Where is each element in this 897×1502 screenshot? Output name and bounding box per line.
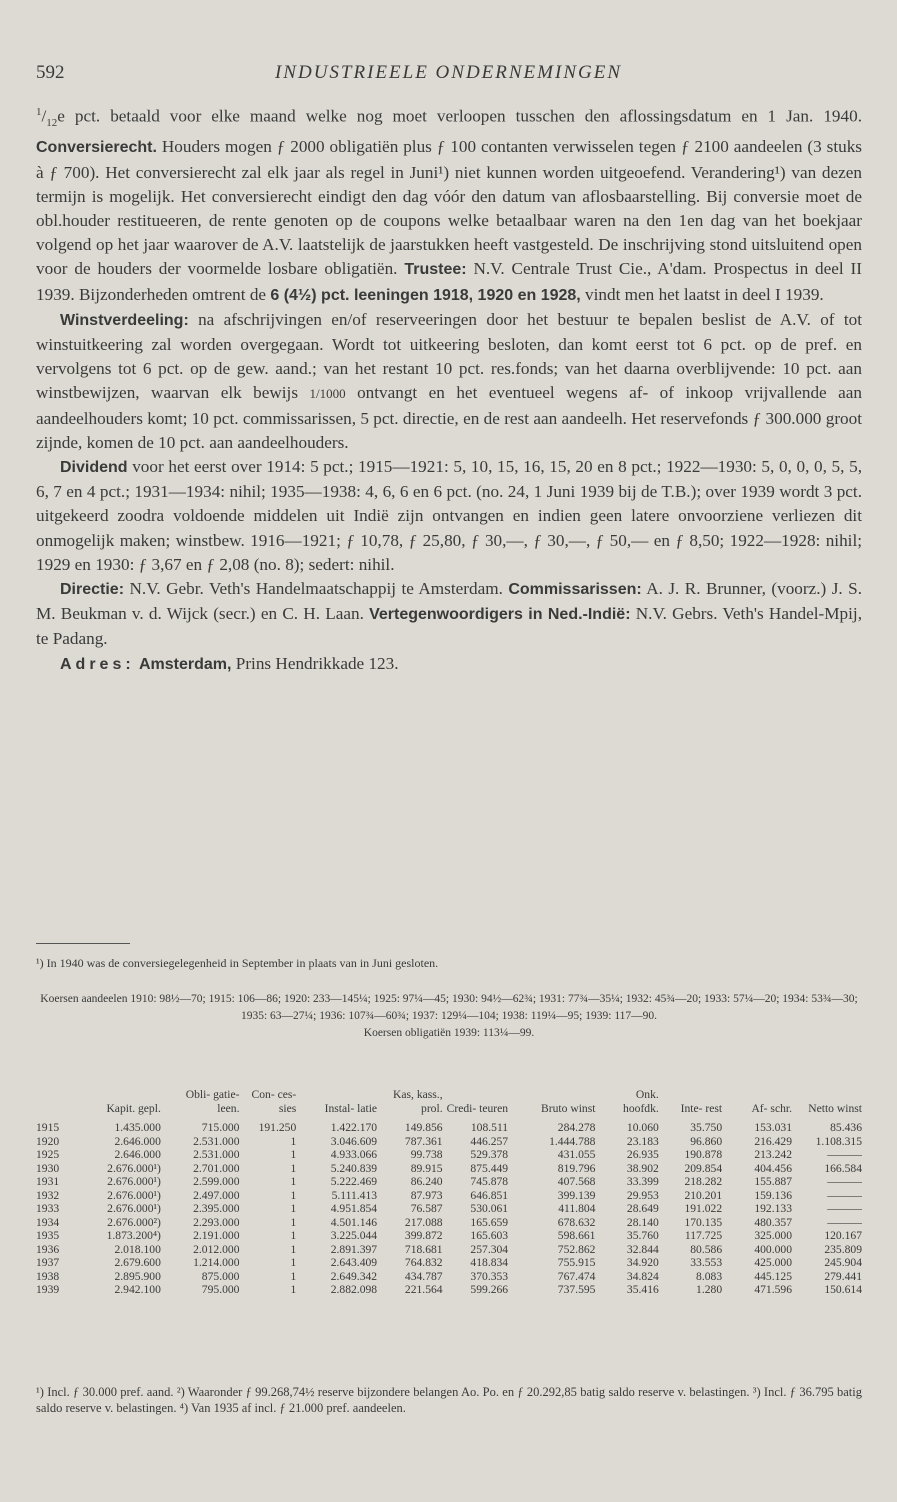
table-row [34, 1135, 864, 1149]
row-year: 1925 [36, 1148, 60, 1161]
table-cell: 2.891.397 [330, 1242, 378, 1256]
table-cell: 221.564 [404, 1283, 443, 1296]
table-cell: 2.531.000 [193, 1148, 240, 1161]
table-cell: 2.293.000 [193, 1215, 240, 1229]
table-cell: 2.646.000 [114, 1134, 161, 1148]
loans-label: 6 (4½) pct. leeningen 1918, 1920 en 1928, [270, 286, 581, 304]
table-cell: 1 [290, 1188, 297, 1202]
winstverdeeling-label: Winstverdeeling: [60, 311, 189, 329]
table-cell: 2.012.000 [193, 1242, 240, 1256]
table-row [34, 1216, 864, 1230]
table-cell: 1.214.000 [193, 1256, 240, 1269]
table-cell: 598.661 [557, 1229, 596, 1242]
table-cell: 10.060 [626, 1121, 659, 1134]
paragraph-dividend [36, 455, 862, 577]
adres-text: Prins Hendrikkade 123. [231, 653, 399, 673]
footnote-rule [36, 943, 130, 944]
table-cell: 2.531.000 [193, 1134, 240, 1148]
table-cell: 1 [290, 1175, 297, 1188]
table-cell: 2.701.000 [193, 1161, 240, 1175]
table-cell: 787.361 [404, 1134, 443, 1148]
table-cell: 155.887 [754, 1175, 793, 1188]
table-cell: 1 [290, 1202, 297, 1215]
table-row [34, 1243, 864, 1257]
table-cell: 96.860 [690, 1134, 723, 1148]
table-cell: 284.278 [557, 1121, 596, 1134]
table-cell: 28.649 [626, 1202, 659, 1215]
table-cell: 76.587 [410, 1202, 443, 1215]
table-cell: 1 [290, 1161, 297, 1175]
fraction: 1/1000 [309, 386, 346, 402]
table-cell: 28.140 [626, 1215, 659, 1229]
table-cell: 150.614 [824, 1283, 862, 1296]
table-cell: 5.111.413 [331, 1188, 378, 1202]
table-row [34, 1189, 864, 1203]
table-cell: 2.942.100 [114, 1283, 161, 1296]
table-header-cell: Kas, kass., prol. [393, 1088, 443, 1115]
table-row [34, 1115, 864, 1135]
table-row [34, 1175, 864, 1189]
table-cell: 1.422.170 [330, 1121, 378, 1134]
table-cell: 1 [290, 1229, 297, 1242]
commissarissen-label: Commissarissen: [508, 581, 642, 599]
table-cell: 86.240 [410, 1175, 443, 1188]
running-title: INDUSTRIEELE ONDERNEMINGEN [274, 62, 622, 83]
paragraph-text: N.V. Gebr. Veth's Handelmaatschappij te Amsterdam. [124, 579, 509, 599]
table-cell: 2.895.900 [114, 1269, 161, 1283]
table-cell: 2.676.000¹) [107, 1161, 161, 1175]
table-cell: 2.191.000 [193, 1229, 240, 1242]
table-row [34, 1283, 864, 1297]
dividend-label: Dividend [60, 459, 128, 477]
table-cell: 32.844 [626, 1242, 659, 1256]
table-cell: 599.266 [470, 1283, 509, 1296]
table-cell: 418.834 [470, 1256, 509, 1269]
table-cell: 213.242 [754, 1148, 793, 1161]
table-cell: 192.133 [754, 1202, 793, 1215]
table-cell: 4.501.146 [330, 1215, 378, 1229]
table-cell: 718.681 [404, 1242, 443, 1256]
table-cell: 1 [290, 1148, 297, 1161]
table-cell: 38.902 [626, 1161, 659, 1175]
table-header-cell: Con- ces- sies [251, 1088, 297, 1115]
paragraph-text: vindt men het laatst in deel I 1939. [580, 284, 824, 304]
table-cell: 1.280 [696, 1283, 723, 1296]
table-row [34, 1202, 864, 1216]
table-cell: 755.915 [557, 1256, 596, 1269]
table-header-cell: Af- schr. [751, 1101, 793, 1115]
table-cell: 1.873.200⁴) [106, 1229, 161, 1242]
vertegenwoordigers-label: Vertegenwoordigers in Ned.-Indië: [369, 606, 631, 624]
table-cell: 529.378 [470, 1148, 509, 1161]
table-cell: 170.135 [684, 1215, 723, 1229]
table-cell: 404.456 [754, 1161, 793, 1175]
table-cell: 190.878 [684, 1148, 723, 1161]
table-cell: 1 [290, 1134, 297, 1148]
directie-label: Directie: [60, 581, 125, 599]
table-cell: 715.000 [201, 1121, 240, 1134]
paragraph-winstverdeeling [36, 308, 862, 455]
fraction-numerator: 1 [36, 106, 42, 118]
page-header [36, 62, 861, 90]
table-cell: 5.222.469 [330, 1175, 378, 1188]
table-cell: 752.862 [557, 1242, 596, 1256]
table-cell: 425.000 [754, 1256, 793, 1269]
paragraph-text: Houders mogen ƒ 2000 obligatiën plus ƒ 100 contanten verwisselen tegen ƒ 2100 aandeelen (3 stuks à ƒ 700). Het conversierecht zal elk jaar als regel in Juni¹) niet kunnen worden uitgeoefend. Verandering¹) van dezen termijn is mogelijk. Het conversierecht eindigt den dag vóór den datum van aflosbaarstelling. Bij conversie moet de obl.houder restitueeren, de rente genoten op de coupons welke betaalbaar waren na den 1en dag van het boekjaar volgend op het jaar waarover de A.V. laatstelijk de jaarstukken heeft vastgesteld. De inschrijving stond uitsluitend open voor de houders der voormelde losbare obligatiën. [36, 137, 862, 279]
paragraph-text: e pct. betaald voor elke maand welke nog moet verloopen tusschen den aflossingsdatum en 1 Jan. 1940. [57, 106, 862, 126]
table-cell: 209.854 [684, 1161, 723, 1175]
table-cell: 2.649.342 [330, 1269, 378, 1283]
table-cell: 245.904 [824, 1256, 862, 1269]
table-header-cell: Onk. hoofdk. [623, 1088, 659, 1115]
table-cell: 764.832 [404, 1256, 443, 1269]
row-year: 1934 [36, 1215, 60, 1229]
table-cell: 480.357 [754, 1215, 793, 1229]
table-header-row [34, 1088, 864, 1115]
table-cell: 34.920 [626, 1256, 659, 1269]
table-cell: 120.167 [824, 1229, 862, 1242]
table-cell: 1 [290, 1242, 297, 1256]
table-cell: 399.872 [404, 1229, 443, 1242]
table-cell: 89.915 [410, 1161, 443, 1175]
row-year: 1931 [36, 1175, 60, 1188]
row-year: 1933 [36, 1202, 60, 1215]
table-row [34, 1270, 864, 1284]
table-cell: 218.282 [684, 1175, 723, 1188]
table-cell: 1.444.788 [549, 1134, 596, 1148]
table-cell: ——— [827, 1202, 862, 1215]
table-cell: 3.046.609 [330, 1134, 378, 1148]
table-notes: ¹) Incl. ƒ 30.000 pref. aand. ²) Waaronder ƒ 99.268,74½ reserve bijzondere belangen Ao. Po. en ƒ 20.292,85 batig saldo reserve v. belastingen. ³) Incl. ƒ 36.795 batig saldo reserve v. belastingen. ⁴) Van 1935 af incl. ƒ 21.000 pref. aandeelen. [36, 1385, 862, 1415]
table-cell: 1.108.315 [815, 1134, 862, 1148]
table-cell: 875.000 [201, 1269, 240, 1283]
paragraph-adres [36, 652, 862, 677]
table-cell: 2.395.000 [193, 1202, 240, 1215]
table-cell: ——— [827, 1148, 862, 1161]
paragraph-text: A. J. R. Brunner, (voorz.) J. S. M. Beukman v. d. Wijck (secr.) en C. H. Laan. [36, 579, 862, 624]
row-year: 1939 [36, 1283, 60, 1296]
table-cell: 35.750 [690, 1121, 723, 1134]
table-cell: 2.643.409 [330, 1256, 378, 1269]
table-cell: 370.353 [470, 1269, 509, 1283]
trustee-label: Trustee: [404, 261, 467, 279]
table-cell: 153.031 [754, 1121, 793, 1134]
table-cell: 2.497.000 [193, 1188, 240, 1202]
table-cell: 2.676.000¹) [107, 1202, 161, 1215]
table-cell: 1 [290, 1215, 297, 1229]
table-cell: 678.632 [557, 1215, 596, 1229]
table-cell: ——— [827, 1188, 862, 1202]
table-cell: 217.088 [404, 1215, 443, 1229]
row-year: 1936 [36, 1242, 60, 1256]
main-text [36, 100, 862, 677]
table-body [34, 1115, 864, 1297]
table-header-cell: Credi- teuren [446, 1101, 509, 1115]
table-cell: 33.553 [690, 1256, 723, 1269]
row-year: 1935 [36, 1229, 60, 1242]
table-cell: 35.760 [626, 1229, 659, 1242]
paragraph-text: voor het eerst over 1914: 5 pct.; 1915—1921: 5, 10, 15, 16, 15, 20 en 8 pct.; 1922—1930: 5, 0, 0, 0, 5, 5, 6, 7 en 4 pct.; 1931—1934: nihil; 1935—1938: 4, 6, 6 en 6 pct. (no. 24, 1 Juni 1939 bij de T.B.); over 1939 wordt 3 pct. uitgekeerd zoodra voldoende middelen uit Indië zijn ontvangen en indien geen latere onvoorziene verliezen dit onmogelijk maken; winstbew. 1916—1921; ƒ 10,78, ƒ 25,80, ƒ 30,—, ƒ 30,—, ƒ 50,— en ƒ 8,50; 1922—1928: nihil; 1929 en 1930: ƒ 3,67 en ƒ 2,08 (no. 8); sedert: nihil. [36, 457, 862, 574]
table-header-cell: Inte- rest [680, 1101, 723, 1115]
table-cell: 8.083 [696, 1269, 723, 1283]
koersen-aandeelen: Koersen aandeelen 1910: 98½—70; 1915: 106—86; 1920: 233—145¼; 1925: 97¼—45; 1930: 94½—62¾; 1931: 77¾—35¼; 1932: 45¾—20; 1933: 57¼—20; 1934: 53¾—30; 1935: 63—27¼; 1936: 107¾—60¾; 1937: 129¼—104; 1938: 119¼—95; 1939: 117—90. [40, 993, 858, 1022]
conversion-label: Conversierecht. [36, 139, 157, 157]
table-cell: 325.000 [754, 1229, 793, 1242]
table-header-cell: Netto winst [808, 1101, 862, 1115]
adres-city: Amsterdam, [138, 655, 232, 673]
paragraph-conversion: $^1/_{12}e$ pct. betaald voor elke maand welke nog moet verloopen tusschen den aflossingsdatum en 1 Jan. 1940. Conversierecht. Houders mogen ƒ 2000 obligatiën plus ƒ 100 contanten verwisselen tegen ƒ 2100 aandeelen (3 stuks à ƒ 700). Het conversierecht zal elk jaar als regel in Juni¹) niet kunnen worden uitgeoefend. Verandering¹) van dezen termijn is mogelijk. Het conversierecht eindigt den dag vóór den datum van aflosbaarstelling. Bij conversie moet de obl.houder restitueeren, de rente genoten op de coupons welke betaalbaar waren na den 1en dag van het boekjaar volgend op het jaar waarover de A.V. laatstelijk de jaarstukken heeft vastgesteld. De inschrijving stond uitsluitend open voor de houders der voormelde losbare obligatiën. Trustee: N.V. Centrale Trust Cie., A'dam. Prospectus in deel II 1939. Bijzonderheden omtrent de 6 (4½) pct. leeningen 1918, 1920 en 1928, vindt men het laatst in deel I 1939. [36, 106, 862, 304]
paragraph-directie [36, 577, 862, 652]
table-cell: 2.679.600 [114, 1256, 161, 1269]
fraction-denominator: 12 [46, 117, 58, 130]
table-row [34, 1148, 864, 1162]
row-year: 1938 [36, 1269, 60, 1283]
table-cell: 5.240.839 [330, 1161, 378, 1175]
table-cell: 445.125 [754, 1269, 793, 1283]
table-cell: 35.416 [626, 1283, 659, 1296]
table-header-cell [34, 1088, 76, 1115]
table-cell: 4.951.854 [330, 1202, 378, 1215]
table-row [34, 1229, 864, 1243]
table-cell: 2.018.100 [114, 1242, 161, 1256]
table-cell: 165.659 [470, 1215, 509, 1229]
table-cell: 279.441 [824, 1269, 862, 1283]
row-year: 1920 [36, 1134, 60, 1148]
table-header-cell: Kapit. gepl. [106, 1101, 161, 1115]
table-cell: 745.878 [470, 1175, 509, 1188]
table-cell: 159.136 [754, 1188, 793, 1202]
table-cell: 26.935 [626, 1148, 659, 1161]
table-header-cell: Obli- gatie- leen. [185, 1088, 240, 1115]
row-year: 1932 [36, 1188, 60, 1202]
table-cell: 87.973 [410, 1188, 443, 1202]
table-cell: 85.436 [830, 1121, 862, 1134]
page-number: 592 [36, 62, 65, 83]
table-header-cell: Bruto winst [541, 1101, 596, 1115]
table-cell: 2.676.000¹) [107, 1175, 161, 1188]
table-cell: 216.429 [754, 1134, 793, 1148]
table-cell: 99.738 [410, 1148, 443, 1161]
table-cell: ——— [827, 1175, 862, 1188]
table-cell: 191.250 [258, 1121, 297, 1134]
table-cell: 235.809 [824, 1242, 862, 1256]
table-row [34, 1256, 864, 1270]
table-cell: 1 [290, 1256, 297, 1269]
table-cell: 875.449 [470, 1161, 509, 1175]
table-cell: 431.055 [557, 1148, 596, 1161]
table-cell: 3.225.044 [330, 1229, 378, 1242]
table-cell: 210.201 [684, 1188, 723, 1202]
table-cell: 1 [290, 1269, 297, 1283]
table-cell: 399.139 [557, 1188, 596, 1202]
table-cell: 819.796 [557, 1161, 596, 1175]
table-row [34, 1162, 864, 1176]
row-year: 1930 [36, 1161, 60, 1175]
financial-table [34, 1088, 864, 1297]
table-cell: 411.804 [558, 1202, 596, 1215]
table-cell: 191.022 [684, 1202, 723, 1215]
table-cell: 34.824 [626, 1269, 659, 1283]
row-year: 1937 [36, 1256, 60, 1269]
table-cell: 767.474 [557, 1269, 596, 1283]
table-cell: ——— [827, 1215, 862, 1229]
table-cell: 80.586 [690, 1242, 723, 1256]
table-header-cell: Instal- latie [324, 1101, 378, 1115]
table-cell: 407.568 [557, 1175, 596, 1188]
table-cell: 2.599.000 [193, 1175, 240, 1188]
share-prices [36, 991, 862, 1042]
table-cell: 2.646.000 [114, 1148, 161, 1161]
table-cell: 29.953 [626, 1188, 659, 1202]
table-cell: 23.183 [626, 1134, 659, 1148]
koersen-obligatien: Koersen obligatiën 1939: 113¼—99. [363, 1027, 535, 1039]
table-cell: 165.603 [470, 1229, 509, 1242]
table-cell: 2.676.000¹) [107, 1188, 161, 1202]
table-cell: 108.511 [470, 1121, 509, 1134]
table-cell: 646.851 [470, 1188, 509, 1202]
table-cell: 33.399 [626, 1175, 659, 1188]
table-cell: 2.882.098 [330, 1283, 378, 1296]
table-cell: 1.435.000 [114, 1121, 161, 1134]
table-cell: 117.725 [684, 1229, 723, 1242]
table-cell: 434.787 [404, 1269, 443, 1283]
table-cell: 166.584 [824, 1161, 862, 1175]
table-cell: 530.061 [470, 1202, 509, 1215]
table-cell: 471.596 [754, 1283, 793, 1296]
table-cell: 4.933.066 [330, 1148, 378, 1161]
table-cell: 795.000 [201, 1283, 240, 1296]
paragraph-text: ontvangt en het eventueel wegens af- of inkoop vrijvallende aan aandeelhouders komt; 10 pct. commissarissen, 5 pct. directie, en de rest aan aandeelh. Het reservefonds ƒ 300.000 groot zijnde, komen de 10 pct. aan aandeelhouders. [36, 383, 862, 452]
table-cell: 400.000 [754, 1242, 793, 1256]
table-cell: 737.595 [557, 1283, 596, 1296]
paragraph-text: na afschrijvingen en/of reserveeringen door het bestuur te bepalen beslist de A.V. of tot winstuitkeering zal worden overgegaan. Wordt tot uitkeering besloten, dan komt eerst tot 6 pct. op de pref. en vervolgens tot 6 pct. op de gew. aand.; van het restant 10 pct. res.fonds; van het daarna overblijvende: 10 pct. aan winstbewijzen, waarvan elk bewijs [36, 309, 862, 403]
paragraph-text: N.V. Gebrs. Veth's Handel-Mpij, te Padang. [36, 604, 863, 649]
table-cell: 446.257 [470, 1134, 509, 1148]
table-cell: 2.676.000²) [107, 1215, 161, 1229]
row-year: 1915 [36, 1121, 60, 1134]
table-cell: 257.304 [470, 1242, 509, 1256]
adres-label: Adres: [60, 655, 135, 673]
table-cell: 1 [290, 1283, 297, 1296]
footnote: ¹) In 1940 was de conversiegelegenheid in September in plaats van in Juni gesloten. [36, 956, 439, 970]
table-cell: 149.856 [404, 1121, 443, 1134]
paragraph-text: N.V. Centrale Trust Cie., A'dam. Prospectus in deel II 1939. Bijzonderheden omtrent de [36, 259, 862, 304]
